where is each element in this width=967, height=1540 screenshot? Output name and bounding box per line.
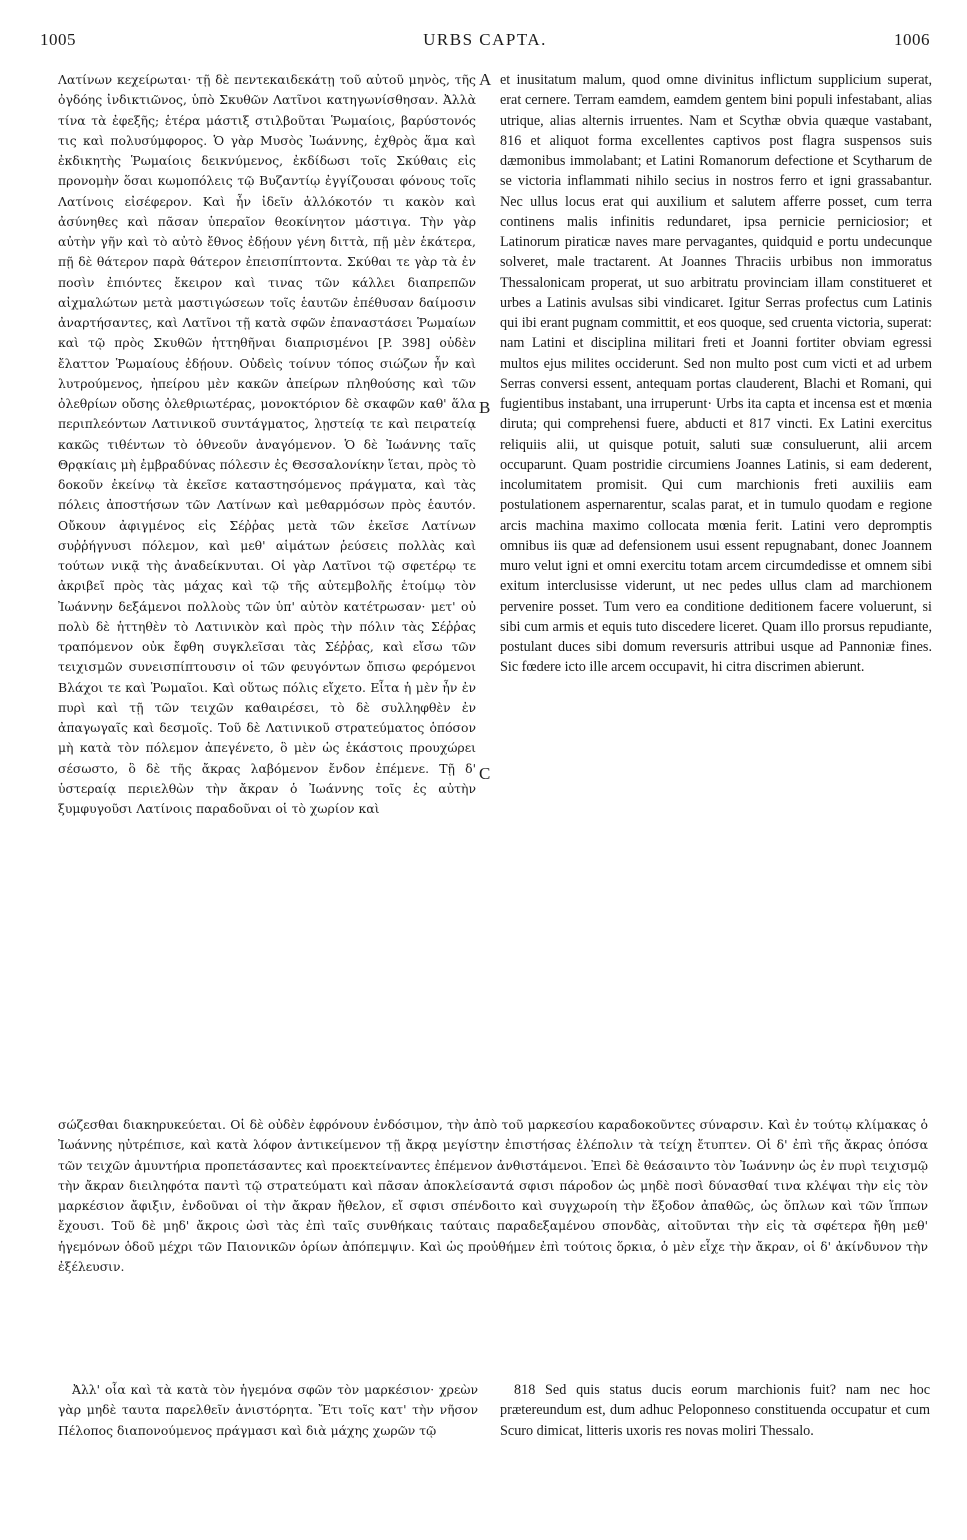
running-header (40, 30, 930, 52)
full-width-paragraph: σώζεσθαι διακηρυκεύεται. Οἱ δὲ οὐδὲν ἐφρόνουν ἐνδόσιμον, τὴν ἀπὸ τοῦ μαρκεσίου καραδοκοῦντες σύναρσιν. Καὶ ἐν τούτῳ κλίμακας ὁ Ἰωάννης ηὐτρέπισε, καὶ κατὰ λόφον ἀντικείμενον τῇ ἄκρᾳ μεγίστην ἐπιστήσας ἑλέπολιν τὰ τείχη ἔτυπτεν. Οἱ δ' ἐπὶ τῆς ἄκρας ὁπόσα τῶν τειχῶν ἀμυντήρια προπετάσαντες καὶ προεκτείναντες ἐπέμενον ἀνθιστάμενοι. Ἐπεὶ δὲ θεάσαιντο τὸν Ἰωάννην ὡς ἐν πυρὶ τειχισμῷ τὴν ἄκραν διειληφότα παντὶ τῷ στρατεύματι καὶ πᾶσαν ἀποκλείσαντά σφισι πάροδον ὡς μηδὲ ποσὶ δύνασθαί τινα κλέψαι τὴν εἰς τὸν μαρκέσιον ἄφιξιν, ἐνδοῦναι οἱ τὴν ἄκραν ἤθελον, εἴ σφισι σπένδοιτο καὶ συγχωροίη τὴν ἔξοδον ἀπαθῶς, ὡς ὅπλων καὶ τῶν ἵππων ἔχουσι. Τοῦ δὲ μηδ' ἄκροις ὠσὶ τὰς ἐπὶ ταῖς συνθήκαις ταύταις παραδεξαμένου σπονδὰς, αἰτοῦνται τὴν εἰς τὰ σφέτερα ἤθη μεθ' ἡγεμόνων ὁδοῦ μέχρι τῶν Παιονικῶν ὁρίων ἀπόπεμψιν. Καὶ ὡς προὐθήμεν ἐπὶ τούτοις ὅρκια, ὁ μὲν εἶχε τὴν ἄκραν, οἱ δ' ἀκίνδυνον τὴν ἐξέλευσιν. (58, 1117, 928, 1275)
section-marker-c: C (479, 764, 491, 783)
left-page-number: 1005 (40, 30, 76, 49)
section-marker-b: B (479, 398, 491, 417)
greek-paragraph: Λατίνων κεχείρωται· τῇ δὲ πεντεκαιδεκάτῃ τοῦ αὐτοῦ μηνὸς, τῆς ὀγδόης ἰνδικτιῶνος, ὑπὸ Σκυθῶν Λατῖνοι κατηγωνίσθησαν. Ἀλλὰ τίνα τὰ ἐφεξῆς; ἑτέρα μάστιξ στιλβοῦται Ῥωμαίοις, βαρύστονός τις καὶ πολυσύμφορος. Ὁ γὰρ Μυσὸς Ἰωάννης, ἐχθρὸς ἅμα καὶ ἐκδικητὴς Ῥωμαίοις δεικνύμενος, ἐκδίδωσι τοῖς Σκύθαις εἰς προνομὴν ὅσαι κωμοπόλεις τῷ Βυζαντίῳ ἐγγίζουσαι φόνους τοῖς Λατίνοις εἰσέφερον. Καὶ ἦν ἰδεῖν ἀλλόκοτόν τι κακὸν καὶ ἀσύνηθες καὶ πᾶσαν ὑπεραῖον θεοκίνητον μάστιγα. Τὴν γὰρ αὐτὴν γῆν καὶ τὸ αὐτὸ ἔθνος ἐδῄουν γένη διττὰ, πῇ μὲν ἑκάτερα, πῇ δὲ θάτερον παρὰ θάτερον ἐπεισπίπτοντα. Σκύθαι τε γὰρ τὰ ἐν ποσὶν ἐπιόντες ἔκειρον καὶ τινας τῶν κάλλει διαπρεπῶν αἰχμαλώτων μετὰ μαστιγώσεων τοῖς ἑαυτῶν ἐπέθυσαν δαίμοσιν ἀναρτήσαντες, καὶ Λατῖνοι τῇ κατὰ σφῶν ἐπαναστάσει Ῥωμαίων καὶ τῷ πρὸς Σκυθῶν ἡττηθῆναι διαπρισμένοι [P. 398] οὐδὲν ἔλαττον Ῥωμαίους ἐδῄουν. Οὐδεὶς τοίνυν τόπος σιώζων ἦν καὶ λυτρούμενος, ἠπείρου μὲν κακῶν ἀπείρων πληθούσης καὶ τῶν ὀλεθρίων οὔσης ὀλεθριωτέρας, μονοκτόριον δὲ σκαφῶν καθ' ἅλα περιπλεόντων Λατινικοῦ συντάγματος, λῃστείᾳ τε καὶ πειρατείᾳ κακῶς τιθέντων τὸ ὁθνεοῦν ἀναγόμενον. Ὁ δὲ Ἰωάννης ταῖς Θρᾳκίαις μὴ ἐμβραδύνας πόλεσιν ἐς Θεσσαλονίκην ἵεται, πρὸς τὸ δοκοῦν ἐκείνῳ τὰ ἐκεῖσε καταστησόμενος πράγματα, καὶ τὰς πόλεις ἀποστήσων τῶν Λατίνων καὶ μεθαρμόσων πρὸς ἑαυτόν. Οὔκουν ἀφιγμένος εἰς Σέῤῥας μετὰ τῶν ἐκεῖσε Λατίνων συῤῥήγνυσι πόλεμον, καὶ μεθ' αἱμάτων ῥεύσεις πολλὰς καὶ τούτων νικᾷ τὴς ἀναδείκνυται. Οἱ γὰρ Λατῖνοι τῷ σφετέρῳ τε ἀκριβεῖ πρὸς τὰς μάχας καὶ τῷ τῆς αὐτεμβολῆς ἑτοίμῳ τὸν Ἰωάννην δεξάμενοι πολλοὺς τῶν ὑπ' αὐτὸν κατέτρωσαν· μετ' οὐ πολὺ δὲ ἡττηθὲν τὸ Λατινικὸν καὶ πρὸς τὴν πόλιν τὰς Σέῤῥας τραπόμενον οὐκ ἔφθη συγκλεῖσαι τὰς Σέῤῥας, καὶ εἴσω τῶν τειχισμῶν συνεισπίπτουσιν οἱ τῶν φευγόντων ὄπισω φερόμενοι Βλάχοι τε καὶ Ῥωμαῖοι. Καὶ οὕτως πόλις εἴχετο. Εἶτα ἡ μὲν ἦν ἐν πυρὶ καὶ τῇ τῶν τειχῶν καθαιρέσει, τὸ δὲ συλληφθὲν ἐν ἀπαγωγαῖς καὶ δεσμοῖς. Τοῦ δὲ Λατινικοῦ στρατεύματος ὁπόσον μὴ κατὰ τὸν πόλεμον ἀπεγένετο, ὃ μὲν ὡς ἑκάστοις προυχώρει σέσωστο, ὃ δὲ τῆς ἄκρας λαβόμενον ἔνδον ἐπέμενε. Τῇ δ' ὑστεραίᾳ περιελθὼν τὴν ἄκραν ὁ Ἰωάννης τοῖς ἐς αὐτὴν ξυμφυγοῦσι Λατίνοις παραδοῦναι οἱ τὸ χωρίον καὶ (58, 72, 476, 816)
full-width-greek-passage (58, 1115, 928, 1277)
section-marker-a: A (479, 70, 492, 89)
bottom-latin-paragraph: 818 Sed quis status ducis eorum marchionis fuit? nam nec hoc prætereundum est, dum adhuc Peloponneso constituenda occupatur et cum Scuro dimicat, litteris uxoris res novas moliri Thessalo. (500, 1382, 930, 1439)
bottom-greek-column (58, 1380, 478, 1441)
bottom-greek-paragraph: Ἀλλ' οἷα καὶ τὰ κατὰ τὸν ἡγεμόνα σφῶν τὸν μαρκέσιον· χρεὼν γὰρ μηδὲ ταυτα παρελθεῖν ἀνιστόρητα. Ἔτι τοῖς κατ' τὴν νῆσον Πέλοπος διαπονούμενος πράγμασι καὶ διὰ μάχης χωρῶν τῷ (58, 1382, 478, 1438)
running-title: URBS CAPTA. (423, 30, 547, 49)
right-page-number: 1006 (894, 30, 930, 49)
latin-paragraph: et inusitatum malum, quod omne divinitus inflictum supplicium superat, erat cernere. Terram eamdem, eamdem gentem bini populi infestabant, alias utrique, alias alternis irruentes. Nam et Scythæ obvia quæque vastabant, 816 et aliquot forma excellentes captivos post flagra suspensos suis dæmonibus immolabant; et Latini Romanorum defectione et Scytharum de se victoria inflammati nihilo secius in nostros ferro et igni grassabantur. Nec ullus locus erat qui auxilium et salutem afferre posset, cum terra continens malis infinitis redundaret, ipsa pernicie perniciosior; et Latinorum piraticæ naves mare pervagantes, quidquid e portu undecunque solveret, male tractarent. At Joannes Thraciis urbibus non immoratus Thessalonicam properat, ut suo arbitratu provinciam illam constitueret et urbes a Latinis avulsas sibi vindicaret. Igitur Serras profectus cum Latinis qui ibi erant pugnam committit, et eos quoque, sed cruenta victoria, superat: nam Latini et disciplina militari freti et Joanni fortiter obviam egressi multos ejus milites occiderunt. Sed non multo post cum victi et ad urbem Serras conversi essent, antequam portas clauderent, Blachi et Romani, qui fugientibus instabant, una irruperunt· Urbs ita capta et incensa est et mœnia diruta; qui comprehensi fuere, abducti et 817 vincti. Ex Latini exercitus reliquiis alii, ut quisque potuit, saluti suæ consuluerunt, alii arcem occuparunt. Quam postridie circumiens Joannes Latinis, si eam dederent, incolumitatem promisit. Qui cum marchionis freti auxiliis eam postulationem aspernarentur, scalas parat, et in tumulo quodam e regione arcis machina maximo collocata mœnia ferit. Latini vero depromptis omnibus iis quæ ad defensionem usui essent repugnabant, donec Joannem muro velut igni et omni exercitu totam arcem circumdedisse et omnem sibi exitum interclusisse viderunt, ut nec pedes ullus clam ad marchionem pervenire posset. Tum vero ea conditione deditionem facere voluerunt, si sibi cum armis et equis tuto discedere liceret. Quam illo prorsus repudiante, postulant duces sibi domum reversuris attribui usque ad Pannoniæ fines. Sic fœdere icto ille arcem occupavit, hi citra discrimen abierunt. (500, 72, 932, 676)
greek-text-column (58, 70, 476, 819)
latin-text-column (500, 70, 932, 678)
bottom-latin-column (500, 1380, 930, 1441)
